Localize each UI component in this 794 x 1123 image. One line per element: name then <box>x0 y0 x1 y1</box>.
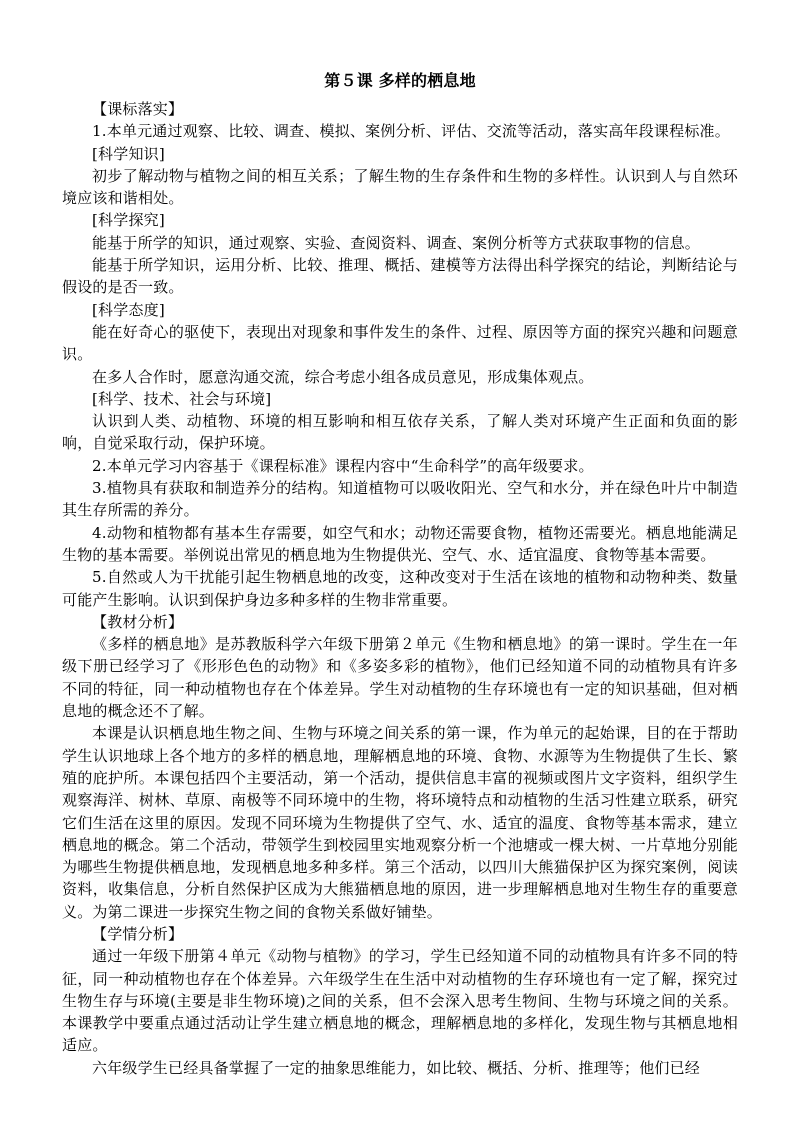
paragraph: 能基于所学的知识，通过观察、实验、查阅资料、调查、案例分析等方式获取事物的信息。 <box>92 233 701 252</box>
paragraph: 4.动物和植物都有基本生存需要，如空气和水；动物还需要食物，植物还需要光。栖息地能满足生物的基本需要。举例说出常见的栖息地为生物提供光、空气、水、适宜温度、食物等基本需要。 <box>62 523 738 564</box>
paragraph: 在多人合作时，愿意沟通交流，综合考虑小组各成员意见，形成集体观点。 <box>92 367 594 386</box>
subsection-heading: [科学探究] <box>92 211 165 230</box>
section-heading: 【课标落实】 <box>92 100 184 118</box>
subsection-heading: [科学知识] <box>92 144 165 163</box>
paragraph: 1.本单元通过观察、比较、调查、模拟、案例分析、评估、交流等活动，落实高年段课程标准。 <box>92 122 730 141</box>
paragraph: 能基于所学知识，运用分析、比较、推理、概括、建模等方法得出科学探究的结论，判断结论与假设的是否一致。 <box>62 256 738 297</box>
paragraph: 六年级学生已经具备掌握了一定的抽象思维能力，如比较、概括、分析、推理等；他们已经 <box>92 1058 701 1077</box>
document-body <box>62 68 738 1079</box>
paragraph: 3.植物具有获取和制造养分的结构。知道植物可以吸收阳光、空气和水分，并在绿色叶片中制造其生存所需的养分。 <box>62 479 738 520</box>
paragraph: 《多样的栖息地》是苏教版科学六年级下册第２单元《生物和栖息地》的第一课时。学生在一年级下册已经学习了《形形色色的动物》和《多姿多彩的植物》，他们已经知道不同的动植物具有许多不同的特征，同一种动植物也存在个体差异。学生对动植物的生存环境也有一定的知识基础，但对栖息地的概念还不了解。 <box>62 635 738 721</box>
paragraph: 2.本单元学习内容基于《课程标准》课程内容中“生命科学”的高年级要求。 <box>92 456 594 475</box>
section-heading: 【学情分析】 <box>92 924 184 943</box>
paragraph: 5.自然或人为干扰能引起生物栖息地的改变，这种改变对于生活在该地的植物和动物种类、数量可能产生影响。认识到保护身边多种多样的生物非常重要。 <box>62 568 738 609</box>
paragraph: 初步了解动物与植物之间的相互关系；了解生物的生存条件和生物的多样性。认识到人与自然环境应该和谐相处。 <box>62 166 738 208</box>
paragraph: 本课是认识栖息地生物之间、生物与环境之间关系的第一课，作为单元的起始课，目的在于帮助学生认识地球上各个地方的多样的栖息地，理解栖息地的环境、食物、水源等为生物提供了生长、繁殖的庇护所。本课包括四个主要活动，第一个活动，提供信息丰富的视频或图片文字资料，组织学生观察海洋、树林、草原、南极等不同环境中的生物，将环境特点和动植物的生活习性建立联系，研究它们生活在这里的原因。发现不同环境为生物提供了空气、水、适宜的温度、食物等基本需求，建立栖息地的概念。第二个活动，带领学生到校园里实地观察分析一个池塘或一棵大树、一片草地分别能为哪些生物提供栖息地，发现栖息地多种多样。第三个活动，以四川大熊猫保护区为探究案例，阅读资料，收集信息，分析自然保护区成为大熊猫栖息地的原因，进一步理解栖息地对生物生存的重要意义。为第二课进一步探究生物之间的食物关系做好铺垫。 <box>62 724 738 921</box>
paragraph: 认识到人类、动植物、环境的相互影响和相互依存关系，了解人类对环境产生正面和负面的影响，自觉采取行动，保护环境。 <box>62 412 738 453</box>
document-title: 第５课 多样的栖息地 <box>324 71 476 90</box>
subsection-heading: [科学、技术、社会与环境] <box>92 389 272 408</box>
section-heading: 【教材分析】 <box>92 612 184 631</box>
document-content <box>62 98 738 1079</box>
subsection-heading: [科学态度] <box>92 300 165 319</box>
paragraph: 通过一年级下册第４单元《动物与植物》的学习，学生已经知道不同的动植物具有许多不同的特征，同一种动植物也存在个体差异。六年级学生在生活中对动植物的生存环境也有一定了解，探究过生物生存与环境(主要是非生物环境)之间的关系，但不会深入思考生物间、生物与环境之间的关系。本课教学中要重点通过活动让学生建立栖息地的概念，理解栖息地的多样化，发现生物与其栖息地相适应。 <box>62 947 738 1055</box>
paragraph: 能在好奇心的驱使下，表现出对现象和事件发生的条件、过程、原因等方面的探究兴趣和问题意识。 <box>62 322 738 364</box>
